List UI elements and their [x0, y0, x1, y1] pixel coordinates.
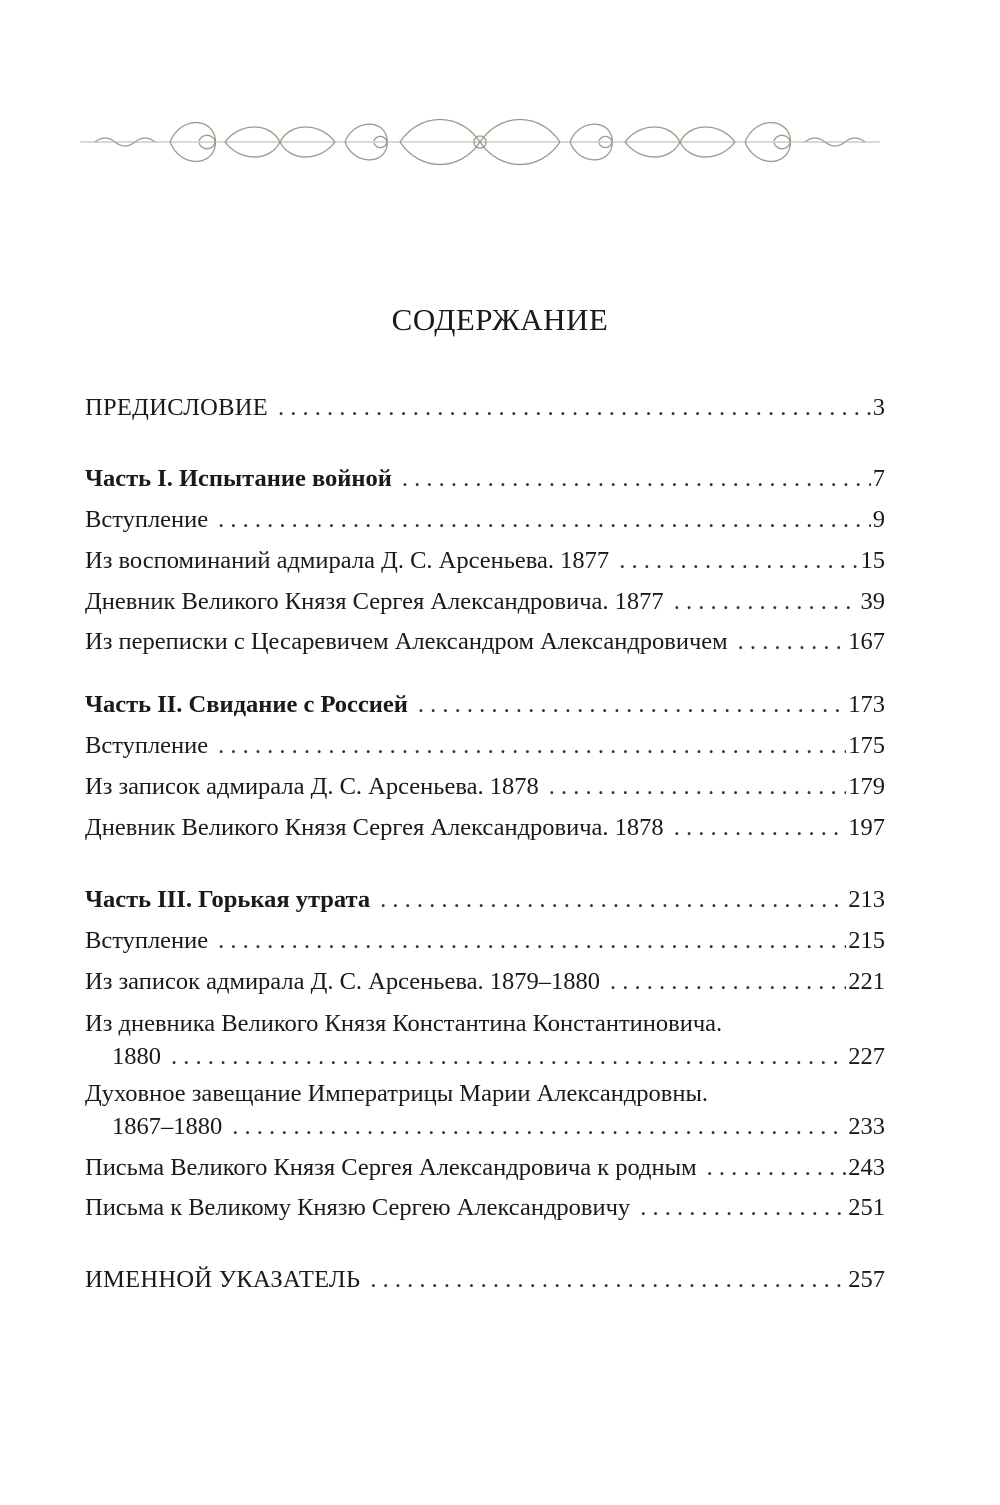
- dot-leader: [232, 1111, 846, 1143]
- toc-entry[interactable]: [112, 1111, 885, 1143]
- toc-page-number: 173: [848, 691, 885, 718]
- toc-page-number: 197: [848, 814, 885, 841]
- toc-entry-title: Из записок адмирала Д. С. Арсеньева. 1878: [85, 773, 539, 800]
- toc-part-title: Часть I. Испытание войной: [85, 465, 392, 492]
- dot-leader: [370, 1264, 846, 1296]
- toc-page-number: 243: [848, 1154, 885, 1181]
- dot-leader: [171, 1041, 846, 1073]
- dot-leader: [278, 392, 871, 424]
- dot-leader: [738, 626, 847, 658]
- toc-entry-title: Вступление: [85, 732, 209, 759]
- toc-page-number: 221: [848, 968, 885, 995]
- toc-entry[interactable]: [85, 626, 885, 658]
- toc-page-number: 233: [848, 1113, 885, 1140]
- toc-entry-title-line1[interactable]: Из дневника Великого Князя Константина Константиновича.: [85, 1010, 723, 1037]
- toc-entry-title: Из переписки с Цесаревичем Александром Александровичем: [85, 628, 728, 655]
- toc-entry-title: Дневник Великого Князя Сергея Александровича. 1878: [85, 814, 664, 841]
- toc-entry[interactable]: [85, 586, 885, 618]
- dot-leader: [418, 689, 846, 721]
- page-title: СОДЕРЖАНИЕ: [391, 302, 609, 337]
- toc-part-1[interactable]: [85, 463, 885, 495]
- toc-page-number: 167: [848, 628, 885, 655]
- toc-page-number: 251: [848, 1194, 885, 1221]
- toc-page-number: 39: [860, 588, 885, 615]
- toc-entry-title: Из записок адмирала Д. С. Арсеньева. 1879–1880: [85, 968, 600, 995]
- toc-page-number: 7: [872, 465, 885, 492]
- toc-entry-title-line2: 1867–1880: [112, 1113, 223, 1140]
- toc-page-number: 3: [872, 394, 885, 421]
- toc-entry[interactable]: [85, 925, 885, 957]
- dot-leader: [707, 1152, 847, 1184]
- toc-entry-index[interactable]: [85, 1264, 885, 1296]
- toc-page-number: 15: [860, 547, 885, 574]
- toc-page-number: 179: [848, 773, 885, 800]
- toc-entry-title-line2: 1880: [112, 1043, 161, 1070]
- toc-part-title: Часть II. Свидание с Россией: [85, 691, 408, 718]
- toc-page-number: 215: [848, 927, 885, 954]
- dot-leader: [674, 812, 847, 844]
- toc-entry[interactable]: [85, 966, 885, 998]
- toc-entry-title: Из воспоминаний адмирала Д. С. Арсеньева. 1877: [85, 547, 610, 574]
- toc-page-number: 9: [872, 506, 885, 533]
- toc-entry[interactable]: [85, 771, 885, 803]
- toc-entry-title: Письма Великого Князя Сергея Александровича к родным: [85, 1154, 697, 1181]
- toc-entry[interactable]: [112, 1041, 885, 1073]
- toc-entry-title: Вступление: [85, 506, 209, 533]
- dot-leader: [640, 1192, 846, 1224]
- toc-entry[interactable]: [85, 812, 885, 844]
- dot-leader: [218, 730, 846, 762]
- toc-part-title: Часть III. Горькая утрата: [85, 886, 371, 913]
- toc-entry-title: Вступление: [85, 927, 209, 954]
- toc-entry[interactable]: [85, 545, 885, 577]
- dot-leader: [549, 771, 847, 803]
- dot-leader: [218, 504, 871, 536]
- dot-leader: [674, 586, 859, 618]
- toc-entry-preface[interactable]: [85, 392, 885, 424]
- toc-part-3[interactable]: [85, 884, 885, 916]
- toc-entry[interactable]: [85, 730, 885, 762]
- dot-leader: [619, 545, 858, 577]
- toc-page-number: 175: [848, 732, 885, 759]
- toc-entry[interactable]: [85, 1192, 885, 1224]
- toc-page-number: 213: [848, 886, 885, 913]
- toc-entry[interactable]: [85, 1152, 885, 1184]
- dot-leader: [218, 925, 846, 957]
- toc-entry-title: Дневник Великого Князя Сергея Александровича. 1877: [85, 588, 664, 615]
- toc-entry[interactable]: [85, 504, 885, 536]
- toc-entry-title: ПРЕДИСЛОВИЕ: [85, 394, 269, 421]
- toc-part-2[interactable]: [85, 689, 885, 721]
- toc-page-number: 257: [848, 1266, 885, 1293]
- toc-page-number: 227: [848, 1043, 885, 1070]
- toc-entry-title-line1[interactable]: Духовное завещание Императрицы Марии Александровны.: [85, 1080, 709, 1107]
- toc-entry-title: ИМЕННОЙ УКАЗАТЕЛЬ: [85, 1266, 361, 1293]
- decorative-ornament-band: [75, 112, 885, 172]
- toc-entry-title: Письма к Великому Князю Сергею Александровичу: [85, 1194, 631, 1221]
- dot-leader: [380, 884, 846, 916]
- dot-leader: [402, 463, 871, 495]
- dot-leader: [610, 966, 846, 998]
